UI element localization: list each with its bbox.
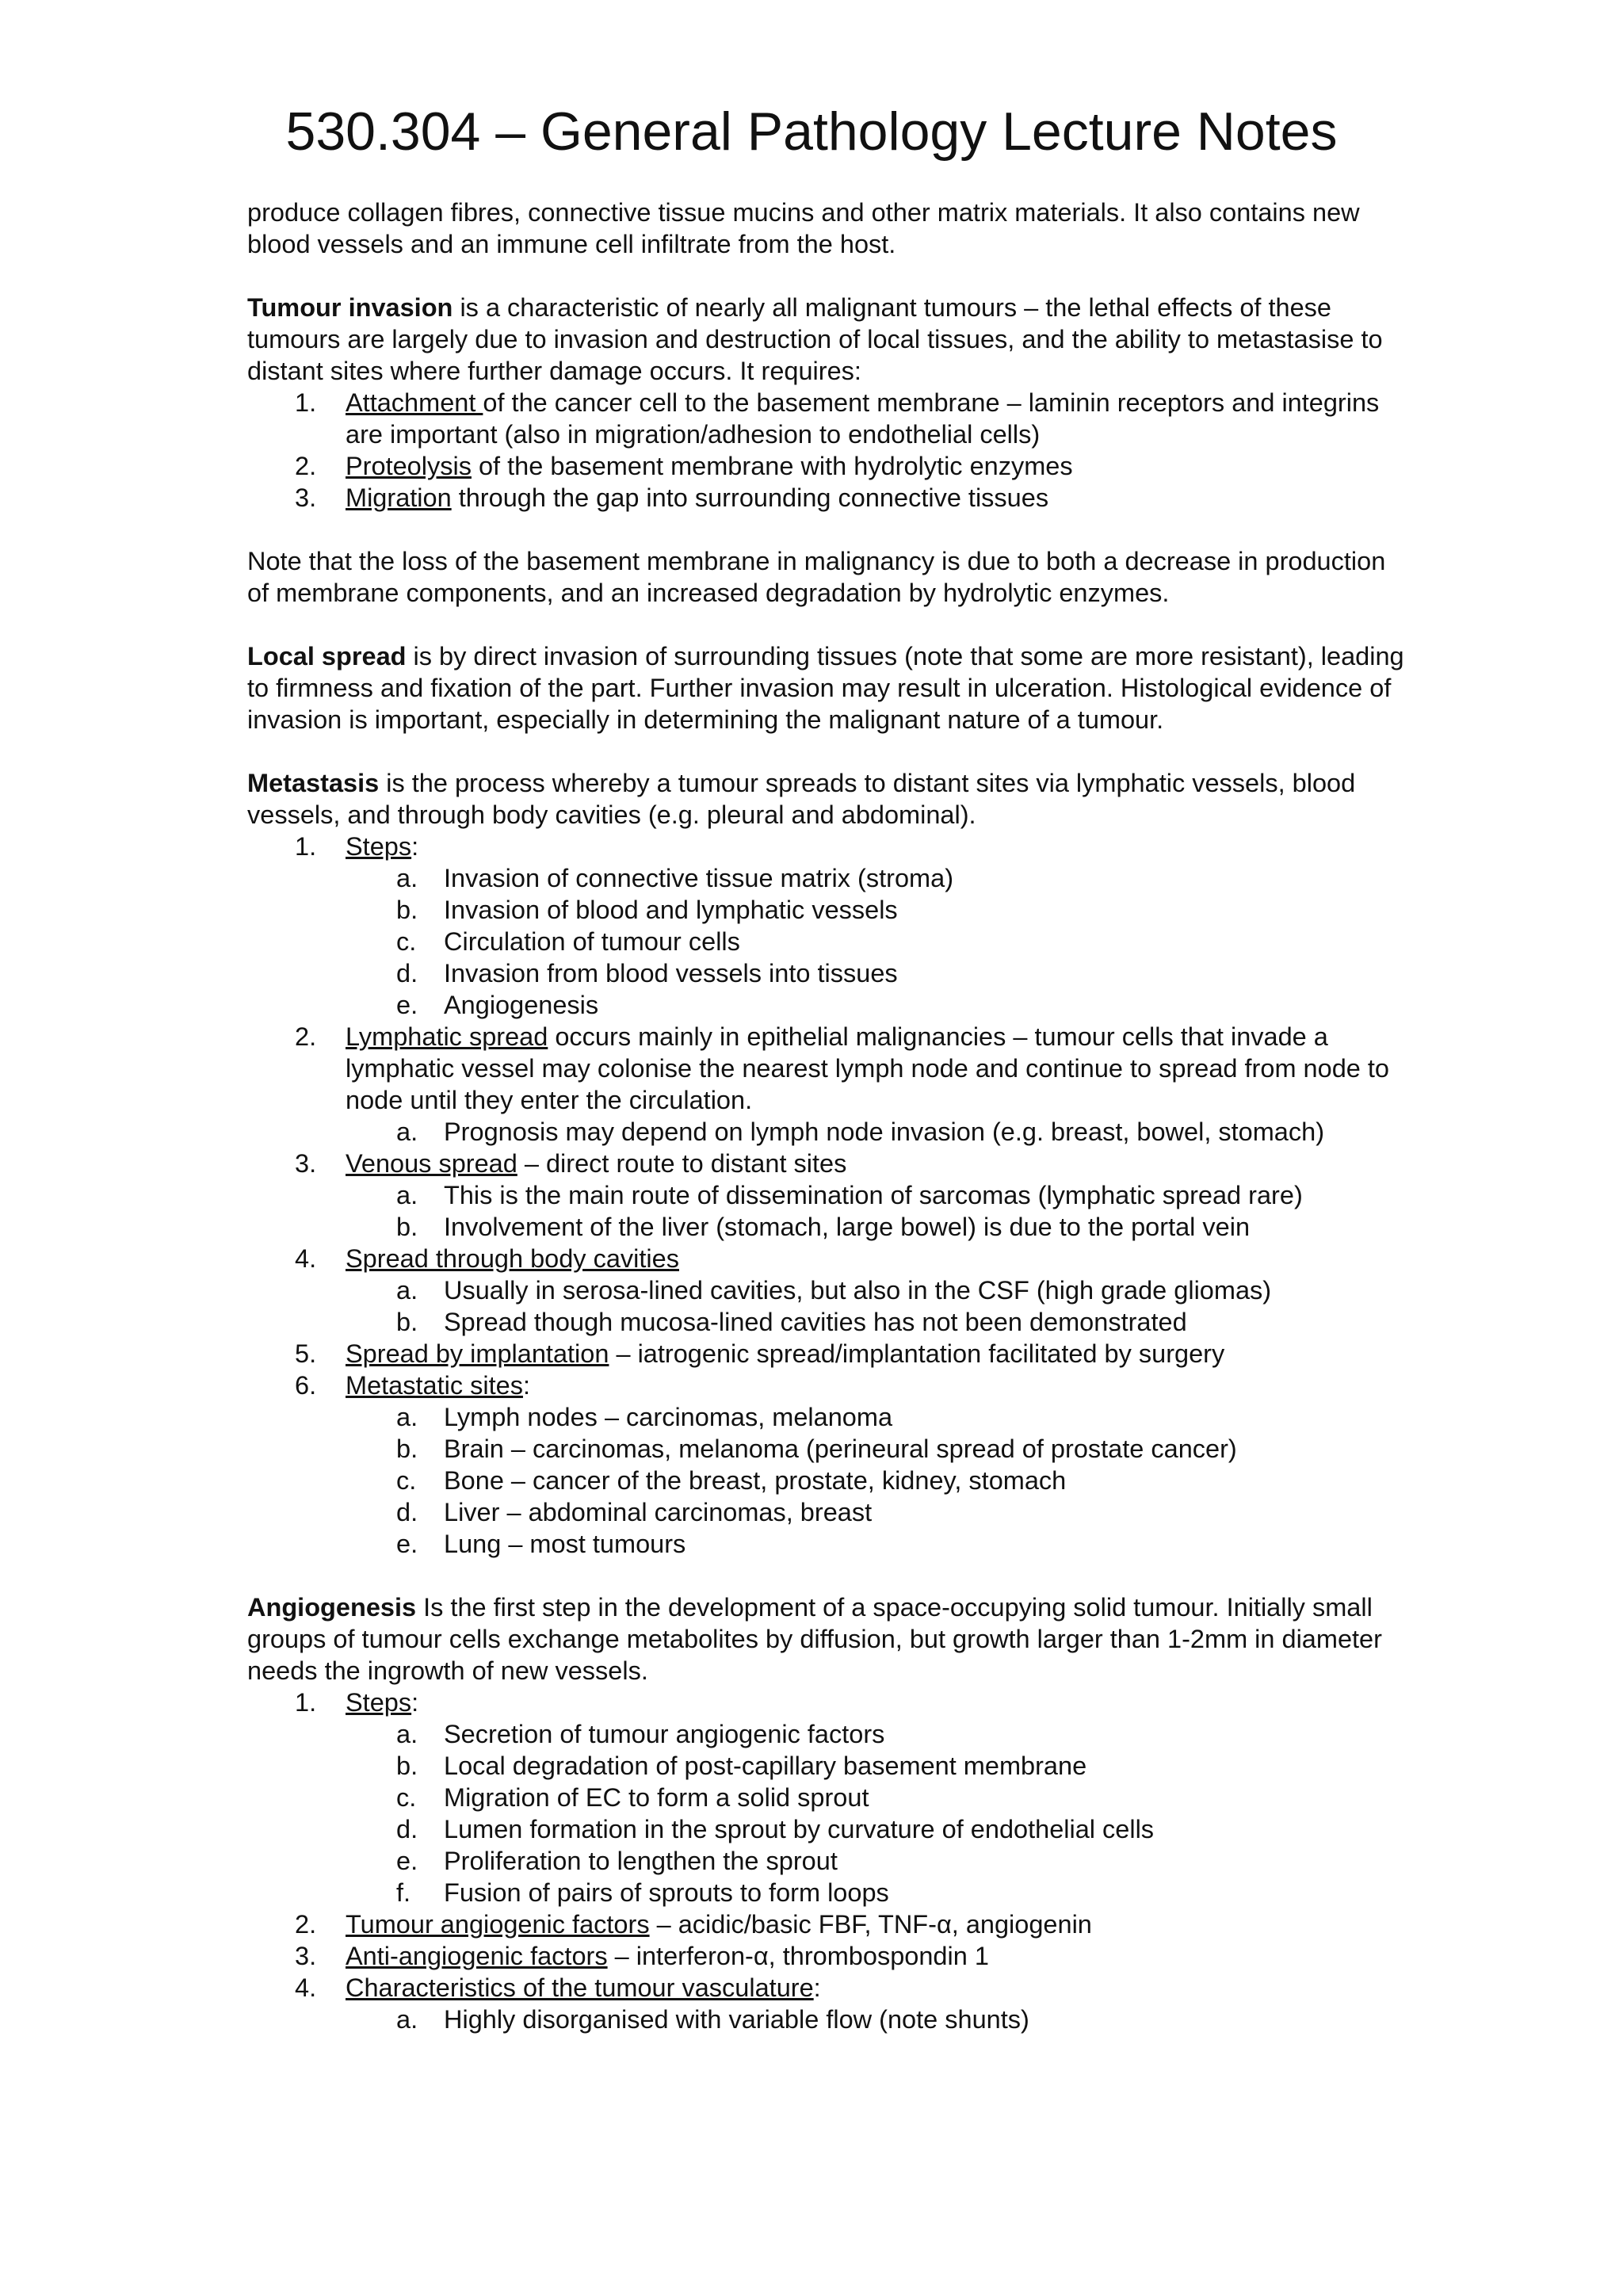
- invasion-list: [247, 387, 1404, 514]
- metastasis-section: [247, 767, 1404, 1560]
- sub-list-item: [247, 2004, 1404, 2035]
- note-text: Note that the loss of the basement membrane in malignancy is due to both a decrease in production of membrane components, and an increased degradation by hydrolytic enzymes.: [247, 547, 1386, 607]
- list-item-term: Spread through body cavities: [346, 1244, 679, 1273]
- metastasis-text: is the process whereby a tumour spreads to distant sites via lymphatic vessels, blood vessels, and through body cavities (e.g. pleural and abdominal).: [247, 769, 1356, 829]
- list-item: [247, 387, 1404, 450]
- list-item-text: :: [411, 1688, 419, 1717]
- angiogenesis-list: [247, 1687, 1404, 2035]
- sub-list-letter: c.: [396, 1783, 417, 1812]
- intro-paragraph: [247, 197, 1404, 260]
- list-item-term: Steps: [346, 1688, 412, 1717]
- angiogenesis-text: Is the first step in the development of a space-occupying solid tumour. Initially small groups of tumour cells exchange metabolites by diffusion, but growth larger than 1-2mm in diameter needs the ingrowth of new vessels.: [247, 1593, 1382, 1685]
- list-item-text: – interferon-α, thrombospondin 1: [607, 1942, 989, 1970]
- list-item: [247, 1148, 1404, 1243]
- list-item-text: of the basement membrane with hydrolytic enzymes: [471, 452, 1073, 480]
- local-spread-section: [247, 640, 1404, 735]
- sub-list-letter: e.: [396, 1847, 418, 1875]
- list-item-term: Spread by implantation: [346, 1339, 609, 1368]
- sub-list-item: [247, 1465, 1404, 1496]
- sub-list-item: [247, 1306, 1404, 1338]
- sub-list-item-text: Invasion of blood and lymphatic vessels: [444, 896, 898, 924]
- sub-list-item-text: Liver – abdominal carcinomas, breast: [444, 1498, 873, 1526]
- sub-list-item: [247, 957, 1404, 989]
- angiogenesis-paragraph: [247, 1591, 1404, 1687]
- list-item-term: Metastatic sites: [346, 1371, 523, 1400]
- local-spread-heading: Local spread: [247, 642, 407, 670]
- sub-list-item-text: This is the main route of dissemination of sarcomas (lymphatic spread rare): [444, 1181, 1303, 1209]
- list-number: 2.: [295, 1022, 317, 1051]
- sub-list: [346, 862, 1404, 1021]
- sub-list-item-text: Invasion of connective tissue matrix (stroma): [444, 864, 954, 892]
- sub-list-item-text: Prognosis may depend on lymph node invasion (e.g. breast, bowel, stomach): [444, 1117, 1325, 1146]
- page-title: 530.304 – General Pathology Lecture Notes: [285, 101, 1338, 162]
- list-item: [247, 1370, 1404, 1560]
- sub-list-item: [247, 1401, 1404, 1433]
- sub-list-item-text: Involvement of the liver (stomach, large bowel) is due to the portal vein: [444, 1213, 1251, 1241]
- metastasis-heading: Metastasis: [247, 769, 380, 797]
- sub-list: [346, 1401, 1404, 1560]
- list-item-text: :: [522, 1371, 530, 1400]
- sub-list-item-text: Fusion of pairs of sprouts to form loops: [444, 1878, 889, 1907]
- sub-list-item: [247, 1179, 1404, 1211]
- list-item-text: of the cancer cell to the basement membrane – laminin receptors and integrins are important (also in migration/adhesion to endothelial cells): [346, 388, 1380, 449]
- sub-list-letter: b.: [396, 1435, 418, 1463]
- list-item: [247, 1972, 1404, 2035]
- sub-list-letter: b.: [396, 1308, 418, 1336]
- sub-list-item: [247, 1528, 1404, 1560]
- sub-list: [346, 1718, 1404, 1908]
- tumour-invasion-paragraph: [247, 292, 1404, 387]
- list-item: [247, 482, 1404, 514]
- list-item: [247, 1940, 1404, 1972]
- sub-list-item-text: Angiogenesis: [444, 991, 599, 1019]
- sub-list-letter: b.: [396, 896, 418, 924]
- local-spread-text: is by direct invasion of surrounding tissues (note that some are more resistant), leading to firmness and fixation of the part. Further invasion may result in ulceration. Histological evidence of invasion is important, especially in determining the malignant nature of a tumour.: [247, 642, 1404, 734]
- sub-list-letter: a.: [396, 1276, 418, 1305]
- intro-text: produce collagen fibres, connective tissue mucins and other matrix materials. It also contains new blood vessels and an immune cell infiltrate from the host.: [247, 198, 1360, 258]
- list-item-text: – acidic/basic FBF, TNF-α, angiogenin: [649, 1910, 1092, 1939]
- list-item-term: Migration: [346, 483, 452, 512]
- sub-list-item-text: Lung – most tumours: [444, 1530, 686, 1558]
- sub-list-letter: c.: [396, 1466, 417, 1495]
- basement-membrane-note: [247, 545, 1404, 609]
- sub-list-item-text: Highly disorganised with variable flow (note shunts): [444, 2005, 1029, 2034]
- sub-list-item-text: Spread though mucosa-lined cavities has not been demonstrated: [444, 1308, 1187, 1336]
- list-number: 4.: [295, 1973, 317, 2002]
- sub-list-item-text: Usually in serosa-lined cavities, but also in the CSF (high grade gliomas): [444, 1276, 1272, 1305]
- list-item-term: Attachment: [346, 388, 483, 417]
- document-body: [247, 197, 1404, 2067]
- sub-list-item: [247, 1813, 1404, 1845]
- list-item: [247, 1687, 1404, 1908]
- tumour-invasion-text: is a characteristic of nearly all malignant tumours – the lethal effects of these tumours are largely due to invasion and destruction of local tissues, and the ability to metastasise to distant sites where further damage occurs. It requires:: [247, 293, 1383, 385]
- list-item-text: :: [411, 832, 419, 861]
- list-number: 2.: [295, 1910, 317, 1939]
- list-item: [247, 1338, 1404, 1370]
- sub-list-letter: a.: [396, 1720, 418, 1748]
- list-item: [247, 450, 1404, 482]
- list-number: 3.: [295, 1149, 317, 1178]
- sub-list-letter: d.: [396, 1498, 418, 1526]
- list-number: 1.: [295, 832, 317, 861]
- angiogenesis-section: [247, 1591, 1404, 2035]
- list-item-text: occurs mainly in epithelial malignancies – tumour cells that invade a lymphatic vessel may colonise the nearest lymph node and continue to spread from node to node until they enter the circulation.: [346, 1022, 1389, 1114]
- sub-list-item-text: Brain – carcinomas, melanoma (perineural spread of prostate cancer): [444, 1435, 1237, 1463]
- sub-list-item: [247, 1274, 1404, 1306]
- sub-list-letter: e.: [396, 991, 418, 1019]
- list-item-term: Tumour angiogenic factors: [346, 1910, 650, 1939]
- sub-list-item-text: Lumen formation in the sprout by curvature of endothelial cells: [444, 1815, 1155, 1843]
- sub-list-letter: a.: [396, 1181, 418, 1209]
- sub-list-letter: e.: [396, 1530, 418, 1558]
- sub-list-item-text: Invasion from blood vessels into tissues: [444, 959, 898, 988]
- sub-list-item: [247, 1433, 1404, 1465]
- sub-list-letter: a.: [396, 1117, 418, 1146]
- list-item-text: through the gap into surrounding connective tissues: [451, 483, 1049, 512]
- list-item: [247, 1243, 1404, 1338]
- list-number: 4.: [295, 1244, 317, 1273]
- sub-list-item: [247, 1782, 1404, 1813]
- sub-list-item: [247, 926, 1404, 957]
- sub-list-item: [247, 989, 1404, 1021]
- list-item-term: Lymphatic spread: [346, 1022, 548, 1051]
- list-item: [247, 1021, 1404, 1148]
- sub-list-letter: a.: [396, 864, 418, 892]
- sub-list-item: [247, 1718, 1404, 1750]
- sub-list-item-text: Local degradation of post-capillary basement membrane: [444, 1752, 1087, 1780]
- sub-list: [346, 1116, 1404, 1148]
- list-number: 2.: [295, 452, 317, 480]
- list-item-term: Steps: [346, 832, 412, 861]
- sub-list-item: [247, 1845, 1404, 1877]
- sub-list-letter: c.: [396, 927, 417, 956]
- sub-list-item-text: Proliferation to lengthen the sprout: [444, 1847, 838, 1875]
- sub-list: [346, 2004, 1404, 2035]
- list-item-term: Characteristics of the tumour vasculature: [346, 1973, 814, 2002]
- list-item-text: – iatrogenic spread/implantation facilitated by surgery: [609, 1339, 1225, 1368]
- sub-list-item: [247, 1877, 1404, 1908]
- list-number: 1.: [295, 1688, 317, 1717]
- sub-list: [346, 1179, 1404, 1243]
- list-item-text: – direct route to distant sites: [517, 1149, 847, 1178]
- list-item: [247, 831, 1404, 1021]
- sub-list-item-text: Circulation of tumour cells: [444, 927, 740, 956]
- sub-list-letter: a.: [396, 1403, 418, 1431]
- sub-list-item-text: Secretion of tumour angiogenic factors: [444, 1720, 885, 1748]
- angiogenesis-heading: Angiogenesis: [247, 1593, 417, 1622]
- list-number: 3.: [295, 483, 317, 512]
- list-number: 6.: [295, 1371, 317, 1400]
- list-item-term: Proteolysis: [346, 452, 472, 480]
- sub-list-letter: b.: [396, 1213, 418, 1241]
- sub-list-letter: b.: [396, 1752, 418, 1780]
- sub-list-item: [247, 1211, 1404, 1243]
- sub-list-item-text: Lymph nodes – carcinomas, melanoma: [444, 1403, 893, 1431]
- sub-list-letter: a.: [396, 2005, 418, 2034]
- sub-list-item-text: Migration of EC to form a solid sprout: [444, 1783, 869, 1812]
- list-number: 5.: [295, 1339, 317, 1368]
- sub-list-item-text: Bone – cancer of the breast, prostate, kidney, stomach: [444, 1466, 1067, 1495]
- local-spread-paragraph: [247, 640, 1404, 735]
- sub-list-item: [247, 1750, 1404, 1782]
- tumour-invasion-heading: Tumour invasion: [247, 293, 453, 322]
- sub-list-item: [247, 1496, 1404, 1528]
- sub-list-item: [247, 1116, 1404, 1148]
- tumour-invasion-section: [247, 292, 1404, 514]
- sub-list-item: [247, 862, 1404, 894]
- sub-list: [346, 1274, 1404, 1338]
- sub-list-letter: d.: [396, 959, 418, 988]
- list-item-term: Venous spread: [346, 1149, 517, 1178]
- list-item-term: Anti-angiogenic factors: [346, 1942, 608, 1970]
- list-number: 1.: [295, 388, 317, 417]
- metastasis-list: [247, 831, 1404, 1560]
- list-item: [247, 1908, 1404, 1940]
- sub-list-letter: f.: [396, 1878, 411, 1907]
- sub-list-letter: d.: [396, 1815, 418, 1843]
- metastasis-paragraph: [247, 767, 1404, 831]
- sub-list-item: [247, 894, 1404, 926]
- list-item-text: :: [813, 1973, 821, 2002]
- list-number: 3.: [295, 1942, 317, 1970]
